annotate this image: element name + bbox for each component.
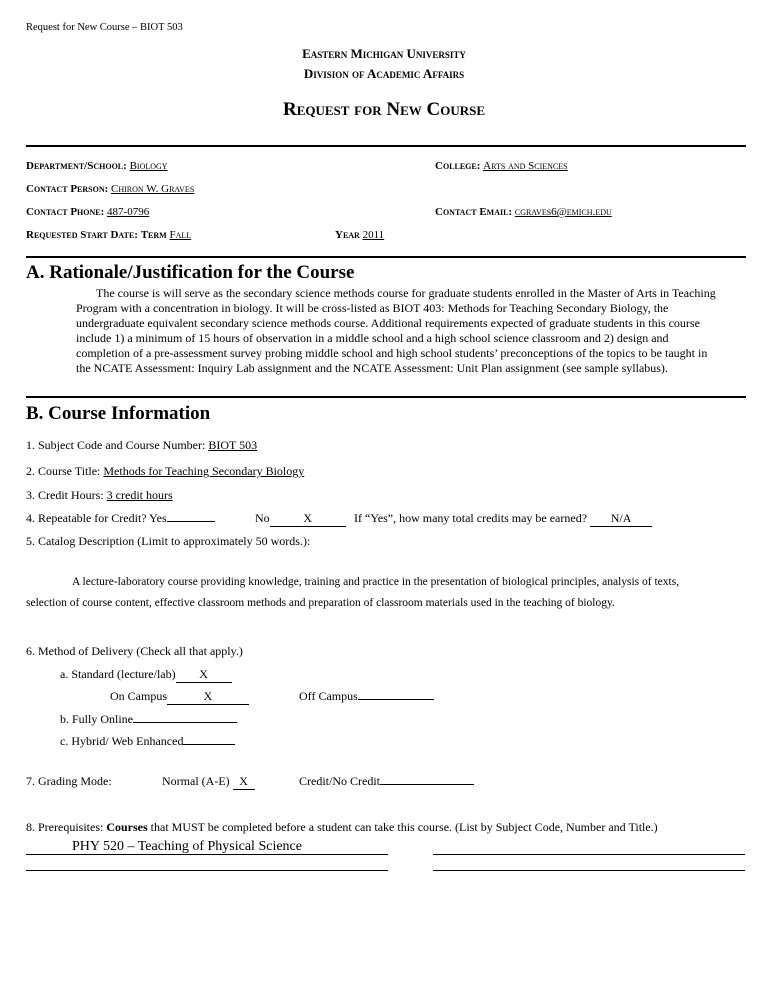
credit-hours-label: 3. Credit Hours: <box>26 488 104 502</box>
divider <box>26 256 746 258</box>
standard-row <box>60 667 232 683</box>
repeatable-no-blank[interactable]: X <box>270 511 346 527</box>
page-header: Request for New Course – BIOT 503 <box>26 22 183 33</box>
prerequisites-courses-word: Courses <box>106 820 148 834</box>
course-title-row <box>26 464 304 479</box>
subject-code-row <box>26 438 257 453</box>
department-value: Biology <box>129 160 168 172</box>
course-title-value: Methods for Teaching Secondary Biology <box>103 464 305 478</box>
credit-no-credit-row <box>299 774 474 789</box>
contact-person-label: Contact Person: <box>26 183 109 195</box>
on-campus-label: On Campus <box>110 689 167 703</box>
grading-mode-label: 7. Grading Mode: <box>26 774 112 788</box>
section-a-title: A. Rationale/Justification for the Course <box>26 262 355 283</box>
term-value: Fall <box>169 229 192 241</box>
year-value: 2011 <box>362 229 385 241</box>
contact-phone-label: Contact Phone: <box>26 206 105 218</box>
subject-code-value: BIOT 503 <box>208 438 258 452</box>
prereq-value-1: PHY 520 – Teaching of Physical Science <box>72 839 302 854</box>
fully-online-row <box>60 712 237 727</box>
prerequisites-label: 8. Prerequisites: <box>26 820 104 834</box>
university-name: Eastern Michigan University <box>302 46 466 61</box>
year-row <box>335 229 384 241</box>
normal-row <box>162 774 255 790</box>
off-campus-label: Off Campus <box>299 689 358 703</box>
start-date-row <box>26 229 191 241</box>
repeatable-row <box>26 511 215 526</box>
rationale-line-6: the NCATE Assessment: Inquiry Lab assignment and the NCATE Assessment: Unit Plan assignment (see sample syllabus). <box>76 361 668 375</box>
total-credits-row <box>354 511 652 527</box>
department-row <box>26 160 168 172</box>
form-title: Request for New Course <box>282 99 486 120</box>
college-value: Arts and Sciences <box>483 160 568 172</box>
contact-person-value: Chiron W. Graves <box>111 183 195 195</box>
section-b-title: B. Course Information <box>26 403 211 424</box>
prerequisites-row <box>26 820 658 835</box>
divider <box>26 396 746 398</box>
college-label: College: <box>435 160 481 172</box>
fully-online-blank[interactable] <box>133 722 237 723</box>
repeatable-no-label: No <box>255 511 270 525</box>
catalog-line-1: A lecture-laboratory course providing knowledge, training and practice in the presentation of biological principles, analysis of texts, <box>72 576 680 588</box>
rationale-line-3: undergraduate equivalent secondary science methods course. Additional requirements expected of graduate students in this course <box>76 316 700 330</box>
normal-blank[interactable]: X <box>233 774 255 790</box>
repeatable-yes-label: 4. Repeatable for Credit? Yes <box>26 511 167 525</box>
prereq-field-3[interactable] <box>26 856 388 871</box>
hybrid-row <box>60 734 235 749</box>
credit-no-credit-blank[interactable] <box>380 784 474 785</box>
division-name: Division of Academic Affairs <box>303 66 465 81</box>
prereq-field-4[interactable] <box>433 856 745 871</box>
catalog-line-2: selection of course content, effective classroom methods and preparation of classroom materials used in the teaching of biology. <box>26 597 615 609</box>
on-campus-blank[interactable]: X <box>167 689 249 705</box>
hybrid-label: c. Hybrid/ Web Enhanced <box>60 734 184 748</box>
catalog-description-label: 5. Catalog Description (Limit to approximately 50 words.): <box>26 534 311 548</box>
rationale-line-1: The course is will serve as the secondary science methods course for graduate students enrolled in the Master of Arts in Teaching <box>96 286 716 300</box>
total-credits-blank[interactable]: N/A <box>590 511 652 527</box>
total-credits-label: If “Yes”, how many total credits may be earned? <box>354 511 588 525</box>
contact-person-row <box>26 183 194 195</box>
college-row <box>435 160 568 172</box>
divider <box>26 145 746 147</box>
on-campus-row <box>110 689 249 705</box>
standard-label: a. Standard (lecture/lab) <box>60 667 176 681</box>
contact-email-row <box>435 206 612 218</box>
contact-email-label: Contact Email: <box>435 206 513 218</box>
off-campus-blank[interactable] <box>358 699 434 700</box>
rationale-line-5: completion of a pre-assessment survey probing middle school and high school students’ preconceptions of the topics to be taught in <box>76 346 708 360</box>
rationale-line-2: Program with a concentration in biology. It will be cross-listed as BIOT 403: Methods for Teaching Secondary Biology, the <box>76 301 669 315</box>
repeatable-yes-blank[interactable] <box>167 521 215 522</box>
start-date-label: Requested Start Date: <box>26 229 138 241</box>
term-label: Term <box>140 229 167 241</box>
subject-code-label: 1. Subject Code and Course Number: <box>26 438 206 452</box>
credit-no-credit-label: Credit/No Credit <box>299 774 380 788</box>
standard-blank[interactable]: X <box>176 667 232 683</box>
department-label: Department/School: <box>26 160 127 172</box>
normal-label: Normal (A-E) <box>162 774 230 788</box>
off-campus-row <box>299 689 434 704</box>
credit-hours-value: 3 credit hours <box>106 488 173 502</box>
delivery-method-label: 6. Method of Delivery (Check all that apply.) <box>26 644 243 658</box>
prereq-field-2[interactable] <box>433 838 745 855</box>
course-title-label: 2. Course Title: <box>26 464 101 478</box>
rationale-line-4: include 1) a minimum of 15 hours of observation in a middle school and a high school science classroom and 2) design and <box>76 331 669 345</box>
prereq-field-1[interactable] <box>26 838 388 855</box>
fully-online-label: b. Fully Online <box>60 712 134 726</box>
hybrid-blank[interactable] <box>183 744 235 745</box>
contact-phone-row <box>26 206 149 218</box>
prerequisites-instructions: that MUST be completed before a student can take this course. (List by Subject Code, Number and Title.) <box>150 820 658 834</box>
year-label: Year <box>335 229 360 241</box>
contact-phone-value: 487-0796 <box>107 206 150 218</box>
contact-email-value: cgraves6@emich.edu <box>514 206 612 218</box>
repeatable-no-row <box>255 511 346 527</box>
credit-hours-row <box>26 488 173 503</box>
